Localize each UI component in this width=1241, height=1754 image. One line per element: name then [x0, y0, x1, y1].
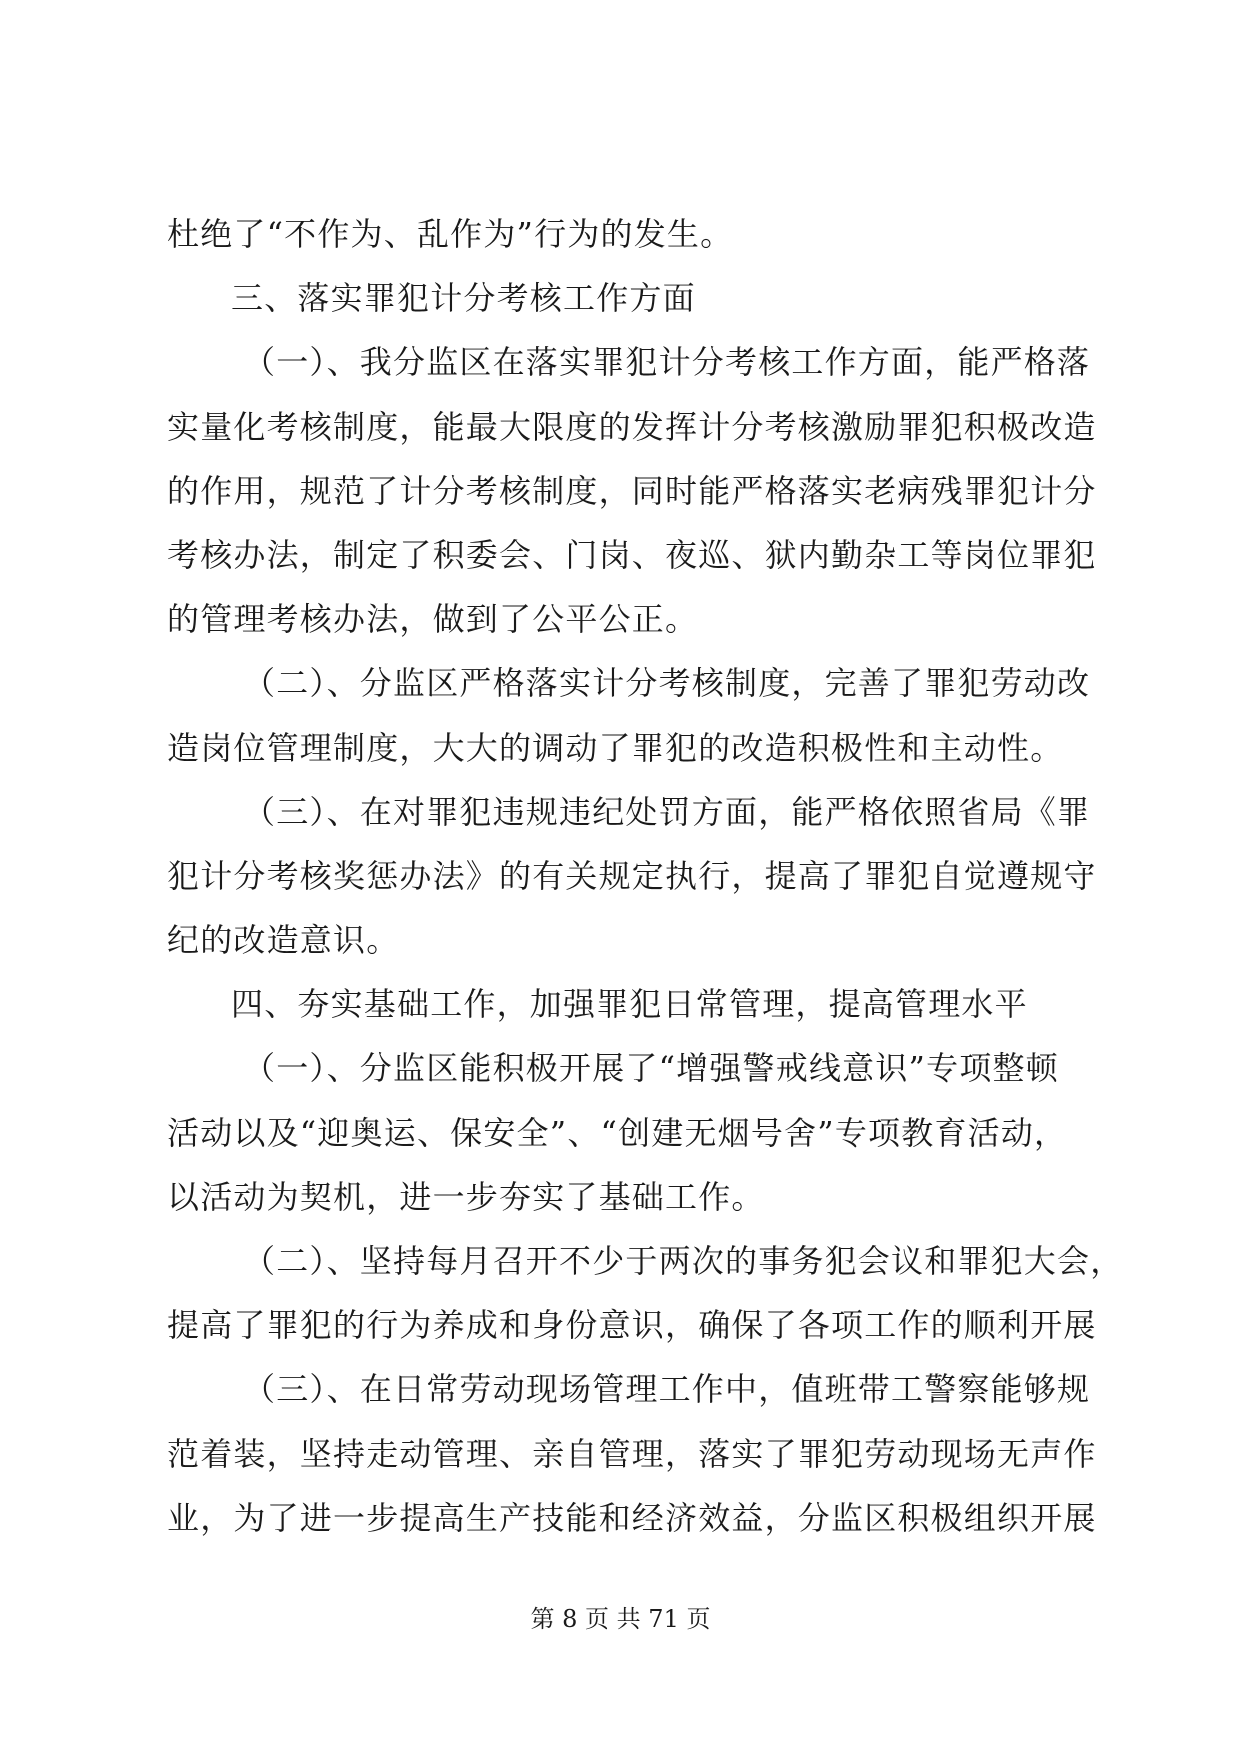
page-number-footer: 第 8 页 共 71 页 — [530, 1605, 711, 1633]
text-line: （三）、在对罪犯违规违纪处罚方面，能严格依照省局《罪 — [243, 792, 1091, 831]
document-body — [167, 202, 1124, 1550]
text-line: 业，为了进一步提高生产技能和经济效益，分监区积极组织开展 — [167, 1498, 1097, 1537]
text-line: （三）、在日常劳动现场管理工作中，值班带工警察能够规 — [243, 1370, 1091, 1409]
section-heading: 四、夯实基础工作，加强罪犯日常管理，提高管理水平 — [231, 985, 1028, 1024]
text-line: 范着装，坚持走动管理、亲自管理，落实了罪犯劳动现场无声作 — [167, 1434, 1097, 1473]
text-line: 考核办法，制定了积委会、门岗、夜巡、狱内勤杂工等岗位罪犯 — [167, 535, 1097, 574]
text-line: 实量化考核制度，能最大限度的发挥计分考核激励罪犯积极改造 — [167, 407, 1097, 446]
text-line: 造岗位管理制度，大大的调动了罪犯的改造积极性和主动性。 — [167, 728, 1064, 767]
text-line: 犯计分考核奖惩办法》的有关规定执行，提高了罪犯自觉遵规守 — [167, 856, 1097, 895]
section-heading: 三、落实罪犯计分考核工作方面 — [231, 279, 696, 318]
text-line: （二）、分监区严格落实计分考核制度，完善了罪犯劳动改 — [243, 664, 1091, 703]
text-line: 活动以及“迎奥运、保安全”、“创建无烟号舍”专项教育活动， — [167, 1113, 1068, 1152]
text-line: （一）、我分监区在落实罪犯计分考核工作方面，能严格落 — [243, 343, 1091, 382]
text-line: 以活动为契机，进一步夯实了基础工作。 — [167, 1177, 765, 1216]
text-line: 杜绝了“不作为、乱作为”行为的发生。 — [167, 215, 734, 253]
text-line: 的作用，规范了计分考核制度，同时能严格落实老病残罪犯计分 — [167, 471, 1097, 510]
text-line: 纪的改造意识。 — [167, 921, 400, 960]
text-line: 的管理考核办法，做到了公平公正。 — [167, 600, 699, 639]
text-line: 提高了罪犯的行为养成和身份意识，确保了各项工作的顺利开展 — [167, 1306, 1097, 1345]
text-line: （一）、分监区能积极开展了“增强警戒线意识”专项整顿 — [243, 1049, 1059, 1088]
text-line: （二）、坚持每月召开不少于两次的事务犯会议和罪犯大会， — [243, 1242, 1124, 1280]
